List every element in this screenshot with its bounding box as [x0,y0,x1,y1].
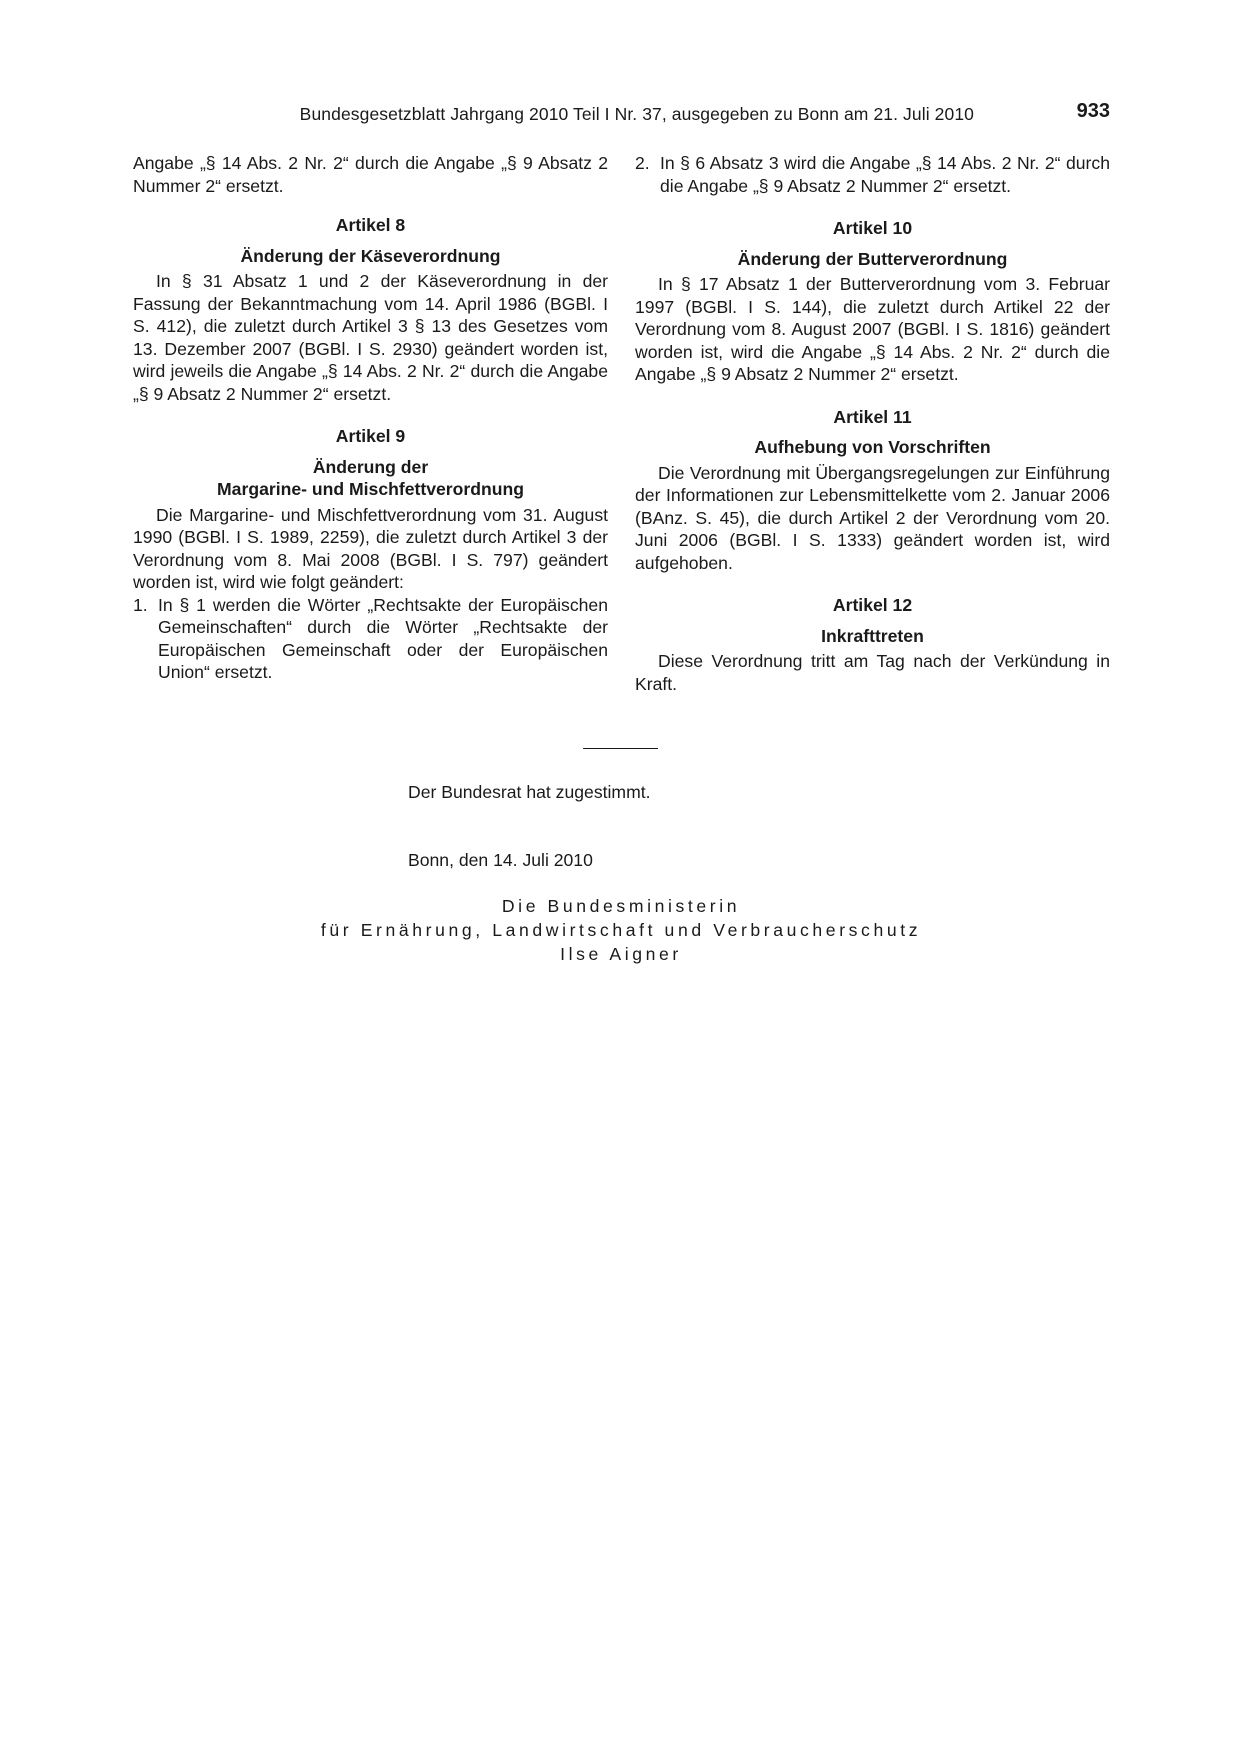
article-11 [635,406,1110,575]
list-item-1 [133,594,608,684]
article-8-title: Änderung der Käseverordnung [240,245,501,266]
list-item-1-number: 1. [133,594,148,615]
place-date: Bonn, den 14. Juli 2010 [408,850,593,870]
right-column [635,152,1110,695]
running-title: Bundesgesetzblatt Jahrgang 2010 Teil I Nr. 37, ausgegeben zu Bonn am 21. Juli 2010 [299,104,974,124]
article-9-text: Die Margarine- und Mischfettverordnung vom 31. August 1990 (BGBl. I S. 1989, 2259), die zuletzt durch Artikel 3 der Verordnung vom 8. Mai 2008 (BGBl. I S. 797) geändert worden ist, wird wie folgt geändert: [133,504,608,592]
separator-rule [583,748,658,749]
page-number: 933 [1076,100,1110,122]
article-12-text: Diese Verordnung tritt am Tag nach der Verkündung in Kraft. [635,651,1110,694]
list-item-2-text: In § 6 Absatz 3 wird die Angabe „§ 14 Abs. 2 Nr. 2“ durch die Angabe „§ 9 Absatz 2 Nummer 2“ ersetzt. [660,153,1110,196]
left-column [133,152,608,684]
article-12-title: Inkrafttreten [821,625,924,646]
signatory-title-line2: für Ernährung, Landwirtschaft und Verbraucherschutz [320,920,922,940]
list-item-2 [635,152,1110,197]
signature-block [250,894,992,966]
article-9-title-line2: Margarine- und Mischfettverordnung [217,479,524,499]
article-11-number: Artikel 11 [833,406,912,427]
article-11-text: Die Verordnung mit Übergangsregelungen zur Einführung der Informationen zur Lebensmittelkette vom 2. Januar 2006 (BAnz. S. 45), die durch Artikel 2 der Verordnung vom 20. Juni 2006 (BGBl. I S. 1333) geändert worden ist, wird aufgehoben. [635,462,1110,573]
article-9-title-line1: Änderung der [312,456,429,477]
signatory-name: Ilse Aigner [560,944,682,964]
article-11-title: Aufhebung von Vorschriften [754,437,991,457]
continuation-paragraph: Angabe „§ 14 Abs. 2 Nr. 2“ durch die Angabe „§ 9 Absatz 2 Nummer 2“ ersetzt. [133,153,608,196]
article-10 [635,217,1110,386]
article-10-text: In § 17 Absatz 1 der Butterverordnung vom 3. Februar 1997 (BGBl. I S. 144), die zuletzt durch Artikel 22 der Verordnung vom 8. August 2007 (BGBl. I S. 1816) geändert worden ist, wird die Angabe „§ 14 Abs. 2 Nr. 2“ durch die Angabe „§ 9 Absatz 2 Nummer 2“ ersetzt. [635,274,1110,384]
article-9-number: Artikel 9 [335,426,406,446]
article-8 [133,214,608,405]
article-10-number: Artikel 10 [832,218,913,238]
article-12-number: Artikel 12 [832,595,913,615]
article-8-number: Artikel 8 [335,215,406,235]
list-item-2-number: 2. [635,153,650,173]
article-9 [133,425,608,684]
signatory-title-line1: Die Bundesministerin [501,896,741,916]
bundesrat-consent: Der Bundesrat hat zugestimmt. [408,782,651,802]
article-8-text: In § 31 Absatz 1 und 2 der Käseverordnung in der Fassung der Bekanntmachung vom 14. April 1986 (BGBl. I S. 412), die zuletzt durch Artikel 3 § 13 des Gesetzes vom 13. Dezember 2007 (BGBl. I S. 2930) geändert worden ist, wird jeweils die Angabe „§ 14 Abs. 2 Nr. 2“ durch die Angabe „§ 9 Absatz 2 Nummer 2“ ersetzt. [133,271,608,404]
list-item-1-text: In § 1 werden die Wörter „Rechtsakte der Europäischen Gemeinschaften“ durch die Wörter „Rechtsakte der Europäischen Gemeinschaft oder der Europäischen Union“ ersetzt. [158,594,608,682]
page-header [133,100,1110,130]
article-10-title: Änderung der Butterverordnung [737,248,1008,269]
article-12 [635,594,1110,695]
